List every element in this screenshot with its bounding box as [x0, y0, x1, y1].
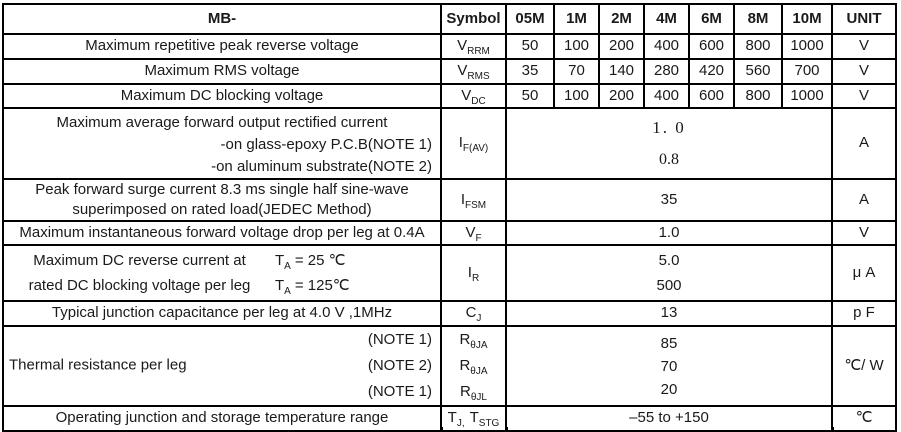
value-line: 85 — [660, 334, 678, 352]
symbol-subscript: RMS — [467, 71, 490, 83]
note-reference: (NOTE 1) — [367, 331, 432, 348]
condition-text: = 125℃ — [294, 277, 350, 294]
condition-base: T — [275, 252, 285, 269]
parameter-line: Maximum DC reverse current at — [33, 252, 246, 269]
value-line: 1. 0 — [652, 117, 686, 137]
parameter-cell: Maximum instantaneous forward voltage drop per leg at 0.4A — [3, 221, 441, 245]
value-cell: 560 — [734, 59, 782, 84]
value-line: 500 — [656, 277, 682, 294]
row-operating-temperature — [3, 406, 896, 431]
series-prefix-label: MB- — [3, 4, 441, 34]
value-cell: 280 — [644, 59, 689, 84]
symbol-line — [442, 327, 505, 353]
value-cell: 50 — [506, 84, 554, 108]
parameter-line: Maximum average forward output rectified current — [56, 114, 388, 131]
parameter-line: Peak forward surge current 8.3 ms single half sine-wave — [35, 181, 409, 198]
symbol-cell — [441, 301, 506, 326]
symbol-subscript: θJA — [470, 366, 488, 377]
value-cell: 800 — [734, 34, 782, 59]
column-header-1m: 1M — [554, 4, 599, 34]
symbol-subscript: F(AV) — [462, 143, 489, 155]
column-header-unit: UNIT — [832, 4, 896, 34]
column-header-2m: 2M — [599, 4, 644, 34]
value-cell: 200 — [599, 84, 644, 108]
value-cell: 700 — [782, 59, 832, 84]
symbol-base: I — [467, 263, 472, 281]
symbol-subscript: J, — [456, 418, 465, 430]
parameter-cell — [3, 245, 441, 301]
symbol-cell — [441, 34, 506, 59]
value-line: 0.8 — [659, 150, 679, 168]
value-line: 5.0 — [658, 252, 680, 269]
symbol-cell — [441, 179, 506, 221]
value-cell: 140 — [599, 59, 644, 84]
symbol-base: T — [469, 409, 479, 427]
symbol-subscript: F — [475, 232, 482, 244]
column-header-10m: 10M — [782, 4, 832, 34]
note-reference: (NOTE 1) — [367, 383, 432, 400]
symbol-subscript: θJL — [470, 392, 487, 403]
test-condition — [275, 248, 440, 273]
symbol-base: T — [447, 409, 457, 427]
value-cell: 200 — [599, 34, 644, 59]
value-line: 20 — [660, 380, 678, 398]
symbol-base: V — [457, 37, 468, 55]
table-border-stub — [832, 427, 834, 432]
table-border-stub — [441, 427, 443, 432]
parameter-cell: Operating junction and storage temperature range — [3, 406, 441, 431]
table-border-stub — [506, 427, 508, 432]
condition-subscript: A — [284, 261, 291, 272]
value-cell-merged — [506, 108, 832, 179]
unit-cell: ℃ — [832, 406, 896, 431]
column-header-8m: 8M — [734, 4, 782, 34]
value-cell: 800 — [734, 84, 782, 108]
value-cell-merged — [506, 326, 832, 406]
symbol-subscript: R — [471, 272, 480, 284]
value-cell: 70 — [554, 59, 599, 84]
maximum-ratings-table — [2, 3, 897, 432]
row-vdc — [3, 84, 896, 108]
parameter-cell: Maximum repetitive peak reverse voltage — [3, 34, 441, 59]
header-row — [3, 4, 896, 34]
table-border-stub — [895, 427, 897, 432]
symbol-base: V — [465, 223, 476, 241]
value-cell: 35 — [506, 59, 554, 84]
parameter-cell: Maximum RMS voltage — [3, 59, 441, 84]
value-cell: 1000 — [782, 34, 832, 59]
parameter-cell — [3, 179, 441, 221]
note-reference: (NOTE 2) — [367, 357, 432, 374]
parameter-label: Thermal resistance per leg — [9, 356, 187, 374]
value-cell-merged — [506, 245, 832, 301]
parameter-line: rated DC blocking voltage per leg — [28, 277, 251, 294]
parameter-line: superimposed on rated load(JEDEC Method) — [72, 201, 372, 218]
value-cell: 420 — [689, 59, 734, 84]
row-ir — [3, 245, 896, 301]
value-cell: 400 — [644, 34, 689, 59]
unit-cell: V — [832, 34, 896, 59]
value-line: 70 — [660, 357, 678, 375]
symbol-line — [442, 379, 505, 405]
symbol-base: C — [465, 304, 477, 322]
unit-cell: p F — [832, 301, 896, 326]
parameter-cell — [3, 326, 441, 406]
row-vrrm — [3, 34, 896, 59]
value-cell: 50 — [506, 34, 554, 59]
unit-cell: V — [832, 221, 896, 245]
symbol-base: I — [458, 134, 463, 152]
row-vf — [3, 221, 896, 245]
symbol-subscript: FSM — [465, 199, 487, 211]
symbol-cell — [441, 221, 506, 245]
parameter-line: -on aluminum substrate(NOTE 2) — [211, 158, 432, 175]
value-cell-merged: 35 — [506, 179, 832, 221]
column-header-4m: 4M — [644, 4, 689, 34]
value-cell: 400 — [644, 84, 689, 108]
symbol-base: V — [461, 86, 472, 104]
value-cell: 100 — [554, 84, 599, 108]
symbol-subscript: DC — [471, 95, 486, 107]
condition-text: = 25 ℃ — [294, 252, 346, 269]
test-condition — [275, 273, 440, 298]
value-cell-merged: 1.0 — [506, 221, 832, 245]
symbol-base: R — [460, 383, 471, 400]
symbol-subscript: STG — [478, 418, 500, 430]
parameter-cell: Typical junction capacitance per leg at 4.0 V ,1MHz — [3, 301, 441, 326]
symbol-cell — [441, 245, 506, 301]
value-cell: 1000 — [782, 84, 832, 108]
symbol-base: R — [459, 331, 471, 348]
row-ifav — [3, 108, 896, 179]
column-header-05m: 05M — [506, 4, 554, 34]
row-thermal-resistance — [3, 326, 896, 406]
symbol-subscript: θJA — [470, 340, 488, 351]
parameter-line: -on glass-epoxy P.C.B(NOTE 1) — [220, 136, 432, 153]
value-cell: 600 — [689, 34, 734, 59]
table-border-stub — [2, 427, 4, 432]
condition-subscript: A — [284, 286, 291, 297]
symbol-cell — [441, 326, 506, 406]
unit-cell: A — [832, 108, 896, 179]
symbol-base: R — [459, 357, 471, 374]
symbol-cell — [441, 84, 506, 108]
value-cell: 100 — [554, 34, 599, 59]
value-cell-merged: –55 to +150 — [506, 406, 832, 431]
column-header-6m: 6M — [689, 4, 734, 34]
unit-cell: ℃/ W — [832, 326, 896, 406]
parameter-cell: Maximum DC blocking voltage — [3, 84, 441, 108]
column-header-symbol: Symbol — [441, 4, 506, 34]
symbol-cell — [441, 59, 506, 84]
symbol-cell — [441, 406, 506, 431]
symbol-subscript: RRM — [467, 46, 490, 58]
unit-cell: A — [832, 179, 896, 221]
unit-cell: V — [832, 59, 896, 84]
symbol-subscript: J — [476, 313, 482, 325]
row-ifsm — [3, 179, 896, 221]
symbol-base: V — [457, 62, 468, 80]
row-cj — [3, 301, 896, 326]
symbol-base: I — [460, 190, 466, 208]
parameter-cell — [3, 108, 441, 179]
symbol-cell — [441, 108, 506, 179]
symbol-line — [442, 353, 505, 379]
unit-cell: μ A — [832, 245, 896, 301]
row-vrms — [3, 59, 896, 84]
condition-base: T — [275, 277, 285, 294]
value-cell-merged: 13 — [506, 301, 832, 326]
unit-cell: V — [832, 84, 896, 108]
value-cell: 600 — [689, 84, 734, 108]
